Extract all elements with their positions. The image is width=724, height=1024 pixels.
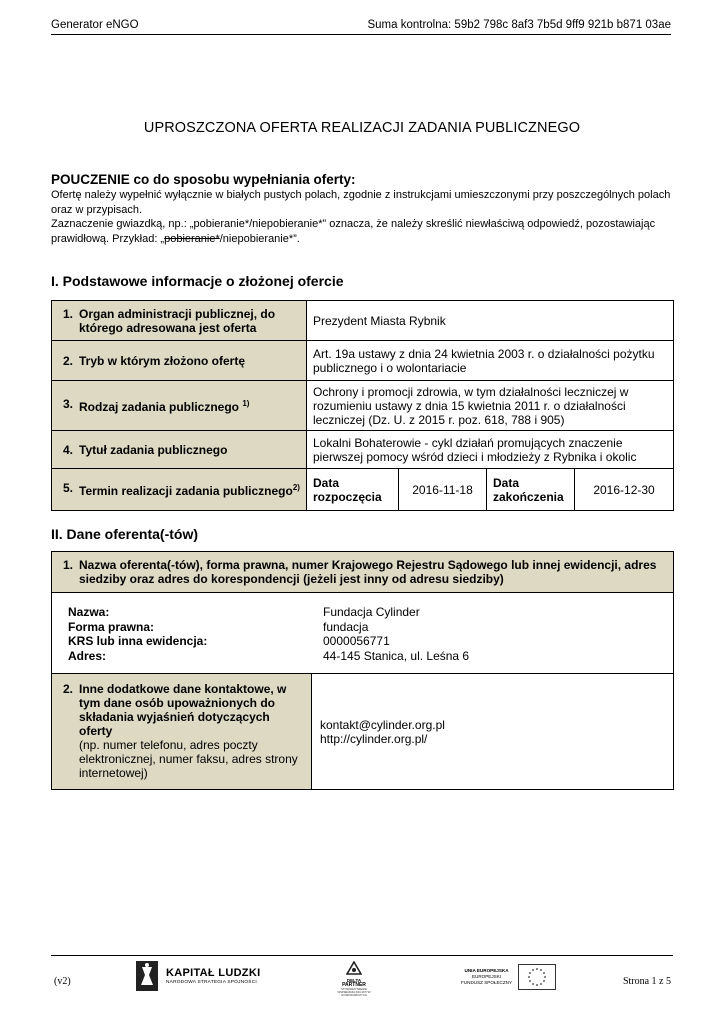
offeror-data-cell[interactable] [52, 593, 674, 674]
page-header [51, 18, 671, 35]
page-number: Strona 1 z 5 [622, 976, 671, 987]
table-row [52, 341, 674, 381]
field-values [323, 605, 469, 663]
contact-field[interactable] [312, 674, 674, 790]
organ-field[interactable]: Prezydent Miasta Rybnik [307, 301, 674, 341]
table-row [52, 674, 674, 790]
footnote-ref: 2) [292, 483, 300, 492]
legal-form-value: fundacja [323, 619, 369, 634]
delta-triangle-icon [346, 961, 362, 975]
page-footer [51, 955, 673, 1015]
kapital-ludzki-subtitle: NARODOWA STRATEGIA SPÓJNOŚCI [166, 980, 257, 985]
delta-line-2: PARTNER [342, 982, 366, 988]
krs-key: KRS lub inna ewidencja: [68, 634, 208, 649]
eu-line-2: EUROPEJSKI [471, 974, 502, 979]
row-label-text: Nazwa oferenta(-tów), forma prawna, numer Krajowego Rejestru Sądowego lub innej ewidencji, adres siedziby oraz adres do korespondencji (jeżeli jest inny od adresu siedziby) [79, 558, 657, 586]
kapital-ludzki-logo [136, 961, 260, 991]
row-label-text [79, 397, 249, 414]
generator-name: Generator eNGO [51, 19, 139, 31]
row-label-text: Tytuł zadania publicznego [79, 442, 228, 457]
start-date-field[interactable]: 2016-11-18 [399, 469, 487, 511]
mode-field[interactable]: Art. 19a ustawy z dnia 24 kwietnia 2003 r. o działalności pożytku publicznego i o wolontariacie [307, 341, 674, 381]
end-date-label: Data zakończenia [487, 469, 575, 511]
table-row [52, 593, 674, 674]
contact-website: http://cylinder.org.pl/ [320, 731, 428, 746]
row-label-main: Inne dodatkowe dane kontaktowe, w tym dane osób upoważnionych do składania wyjaśnień dotyczących oferty [79, 682, 287, 738]
kapital-ludzki-title: KAPITAŁ LUDZKI [166, 967, 261, 979]
instructions-line-1: Ofertę należy wypełnić wyłącznie w białych pustych polach, zgodnie z instrukcjami umieszczonymi przy poszczególnych polach oraz w przypisach. [51, 189, 671, 216]
offeror-table [51, 551, 674, 790]
row-number: 4. [63, 442, 74, 457]
instructions-heading: POUCZENIE co do sposobu wypełniania oferty: [51, 172, 356, 187]
kapital-ludzki-text [166, 967, 260, 985]
row-number: 3. [63, 397, 74, 411]
row-number: 2. [63, 682, 74, 696]
task-title-field[interactable]: Lokalni Bohaterowie - cykl działań promujących znaczenie pierwszej pomocy wśród dzieci i młodzieży z Rybnika i okolic [307, 431, 674, 469]
table-row [52, 431, 674, 469]
legal-form-key: Forma prawna: [68, 619, 155, 634]
delta-line-1: DELTA [346, 978, 362, 983]
end-date-field[interactable]: 2016-12-30 [575, 469, 674, 511]
delta-partner-logo [334, 961, 374, 998]
section-2-heading: II. Dane oferenta(-tów) [51, 526, 199, 542]
eu-flag-icon [518, 964, 556, 990]
contact-email: kontakt@cylinder.org.pl [320, 717, 445, 732]
footnote-ref: 1) [242, 399, 250, 408]
start-date-label: Data rozpoczęcia [307, 469, 399, 511]
version-label: (v2) [54, 976, 71, 987]
eu-line-3: FUNDUSZ SPOŁECZNY [461, 980, 513, 985]
address-key: Adres: [68, 648, 107, 663]
instructions-block [51, 172, 673, 246]
section-1-heading: I. Podstawowe informacje o złożonej ofercie [51, 273, 344, 289]
row-4-label [52, 431, 307, 469]
row-label-note: (np. numer telefonu, adres poczty elektronicznej, numer faksu, adres strony internetowej) [79, 738, 298, 780]
row-3-label [52, 381, 307, 431]
basic-info-table [51, 300, 674, 511]
instructions-line-2-post: /niepobieranie*”. [219, 232, 300, 245]
offeror-heading-cell [52, 552, 674, 593]
name-key: Nazwa: [68, 605, 110, 619]
row-number: 2. [63, 353, 74, 368]
document-title: UPROSZCZONA OFERTA REALIZACJI ZADANIA PUBLICZNEGO [143, 120, 581, 136]
checksum: Suma kontrolna: 59b2 798c 8af3 7b5d 9ff9 921b b871 03ae [367, 19, 671, 31]
row-label-main: Rodzaj zadania publicznego [79, 400, 240, 414]
delta-line-3: STOWARZYSZENIE WSPIERANIA INICJATYW GOSPODARCZYCH [337, 987, 371, 998]
instructions-line-2-pre: Zaznaczenie gwiazdką, np.: „pobieranie*/niepobieranie*” oznacza, że należy skreślić niewłaściwą odpowiedź, pozostawiając prawidłową. Przykład: „ [51, 218, 656, 245]
instructions-line-2 [51, 217, 673, 246]
row-label-text: Organ administracji publicznej, do którego adresowana jest oferta [79, 306, 276, 335]
table-row [52, 469, 674, 511]
table-row [52, 381, 674, 431]
row-label-main: Termin realizacji zadania publicznego [79, 484, 293, 498]
row-label-text: Tryb w którym złożono ofertę [79, 353, 246, 368]
contact-label-cell [52, 674, 312, 790]
field-keys [68, 605, 323, 663]
row-label-text [79, 682, 305, 780]
row-5-label [52, 469, 307, 511]
table-row [52, 301, 674, 341]
table-row [52, 552, 674, 593]
task-type-field[interactable]: Ochrony i promocji zdrowia, w tym działalności leczniczej w rozumieniu ustawy z dnia 15 kwietnia 2011 r. o działalności leczniczej (Dz. U. z 2015 r. poz. 618, 788 i 905) [307, 381, 674, 431]
krs-value: 0000056771 [323, 634, 390, 649]
offeror-fields [52, 593, 673, 663]
strikethrough-example: pobieranie* [164, 232, 220, 245]
row-2-label [52, 341, 307, 381]
name-value: Fundacja Cylinder [323, 605, 420, 619]
eu-logo [461, 964, 556, 990]
address-value: 44-145 Stanica, ul. Leśna 6 [323, 648, 470, 663]
row-label-text [79, 481, 300, 498]
eu-line-1: UNIA EUROPEJSKA [464, 968, 509, 973]
row-number: 1. [63, 306, 74, 321]
kapital-ludzki-emblem-icon [136, 961, 158, 991]
row-1-label [52, 301, 307, 341]
row-number: 1. [63, 558, 74, 572]
eu-text [461, 968, 512, 986]
row-number: 5. [63, 481, 74, 495]
